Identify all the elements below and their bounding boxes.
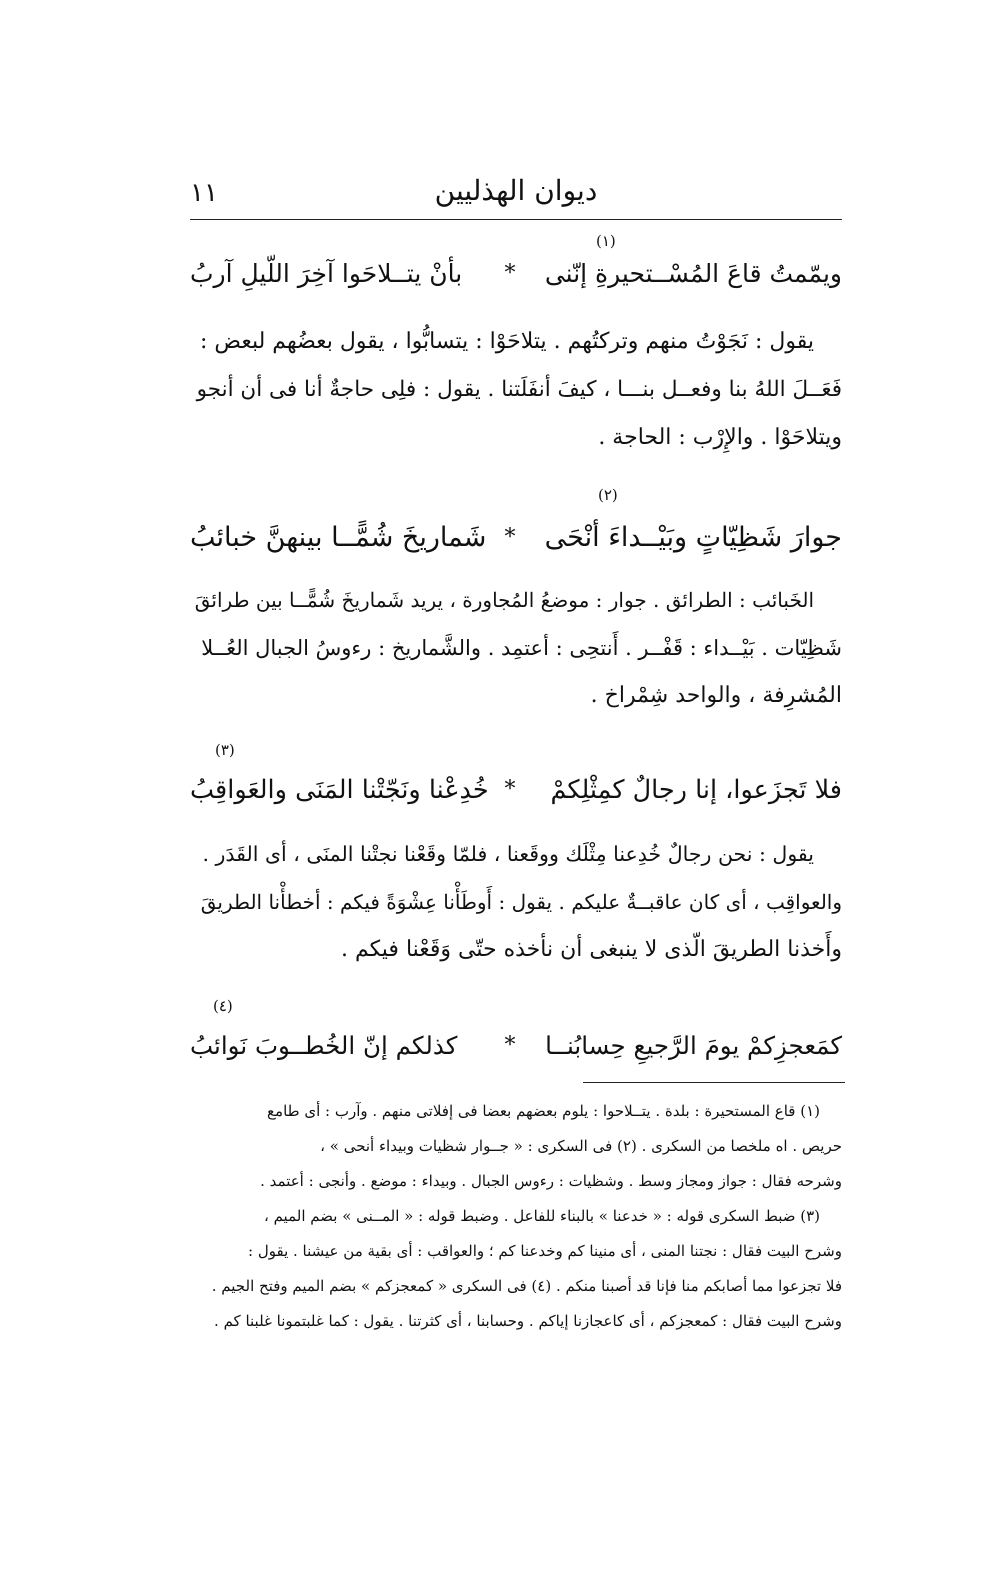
footnote-line-2: حريص . اه ملخصا من السكرى . (٢) فى السكرى : « جــوار شظيات وبيداء أنحى » ،	[320, 1137, 842, 1155]
verse-1-first-hemistich: ويمّمتُ قاعَ المُسْــتحيرةِ إنّنى	[544, 259, 842, 288]
footnote-line-7: وشرح البيت فقال : كمعجزكم ، أى كاعجازنا إياكم . وحسابنا ، أى كثرتنا . يقول : كما غلبتمونا غلبنا كم .	[214, 1312, 842, 1330]
commentary-3	[190, 830, 842, 974]
verse-2-footnote-marker: (٢)	[598, 486, 618, 504]
commentary-1-line-2: فَعَــلَ اللهُ بنا وفعــل بنـــا ، كيفَ أنفَلَتنا . يقول : فلِى حاجةٌ أنا فى أن أنجو	[196, 377, 842, 402]
page-header	[190, 168, 842, 218]
footnotes	[192, 1094, 842, 1339]
verse-2-first-hemistich: جوارَ شَظِيّاتٍ وبَيْــداءَ أنْحَى	[544, 522, 842, 553]
verse-4-separator: *	[504, 1033, 516, 1058]
verse-4-footnote-marker: (٤)	[213, 997, 233, 1015]
footnote-line-4: (٣) ضبط السكرى قوله : « خدعنا » بالبناء للفاعل . وضبط قوله : « المــنى » بضم الميم ،	[263, 1207, 820, 1225]
page-number: ١١	[190, 178, 218, 208]
commentary-1-line-3: ويتلاحَوْا . والإِرْب : الحاجة .	[598, 425, 842, 450]
commentary-3-line-3: وأَخذنا الطريقَ الّذى لا ينبغى أن نأخذه حتّى وَقَعْنا فيكم .	[341, 937, 842, 962]
commentary-2-line-1: الخَبائب : الطرائق . جوار : موضعُ المُجاورة ، يريد شَماريخَ شُمًّــا بين طرائقَ	[194, 588, 814, 612]
verse-4-first-hemistich: كمَعجزِكمْ يومَ الرَّجيعِ حِسابُنــا	[545, 1031, 842, 1060]
verse-3-first-hemistich: فلا تَجزَعوا، إنا رجالٌ كمِثْلِكمْ	[550, 775, 842, 805]
commentary-3-line-1: يقول : نحن رجالٌ خُدِعنا مِثْلَك ووقَعنا ، فلمّا وقَعْنا نجتْنا المنَى ، أى القَدَر .	[202, 842, 814, 866]
commentary-3-line-2: والعواقِب ، أى كان عاقبــةٌ عليكم . يقول : أَوطَأْنا عِشْوَةً فيكم : أخطأْنا الطريقَ	[200, 890, 842, 914]
verse-1	[190, 246, 842, 302]
verse-2	[190, 510, 842, 566]
verse-3	[190, 762, 842, 818]
verse-1-second-hemistich: بأنْ يتــلاحَوا آخِرَ اللّيلِ آربُ	[190, 259, 463, 288]
verse-2-separator: *	[504, 525, 516, 550]
verse-1-footnote-marker: (١)	[596, 232, 616, 250]
verse-3-separator: *	[504, 777, 516, 802]
footnote-rule	[583, 1082, 845, 1083]
verse-2-second-hemistich: شَماريخَ شُمًّــا بينهنَّ خبائبُ	[190, 522, 487, 553]
verse-1-separator: *	[504, 261, 516, 286]
footnote-line-6: فلا تجزعوا مما أصابكم منا فإنا قد أصبنا منكم . (٤) فى السكرى « كمعجزكم » بضم الميم وفتح الجيم .	[211, 1277, 842, 1295]
verse-3-second-hemistich: خُدِعْنا ونَجّتْنا المَنَى والعَواقِبُ	[190, 775, 489, 805]
header-rule	[190, 219, 842, 220]
commentary-2	[190, 576, 842, 720]
commentary-1-line-1: يقول : نَجَوْتُ منهم وتركتُهم . يتلاحَوْا : يتسابُّوا ، يقول بعضُهم لبعض :	[200, 329, 814, 354]
verse-4-second-hemistich: كذلكم إنّ الخُطــوبَ نَوائبُ	[190, 1031, 458, 1060]
footnote-line-1: (١) قاع المستحيرة : بلدة . يتــلاحوا : يلوم بعضهم بعضا فى إفلاتى منهم . وآرب : أى طامع	[267, 1102, 820, 1120]
footnote-line-3: وشرحه فقال : جواز ومجاز وسط . وشظيات : رءوس الجبال . وبيداء : موضع . وأنجى : أعتمد .	[260, 1172, 842, 1190]
footnote-line-5: وشرح البيت فقال : نجتنا المنى ، أى منينا كم وخدعنا كم ؛ والعواقب : أى بقية من عيشنا . يقول :	[248, 1242, 842, 1260]
verse-4	[190, 1018, 842, 1074]
commentary-2-line-3: المُشرِفة ، والواحد شِمْراخ .	[590, 683, 842, 708]
verse-3-footnote-marker: (٣)	[215, 741, 235, 759]
commentary-1	[190, 318, 842, 462]
commentary-2-line-2: شَظِيّات . بَيْــداء : قَفْــر . أَنتحِى : أعتمِد . والشَّماريخ : رءوسُ الجبال العُــلا	[201, 636, 842, 660]
running-title: ديوان الهذليين	[434, 174, 598, 207]
